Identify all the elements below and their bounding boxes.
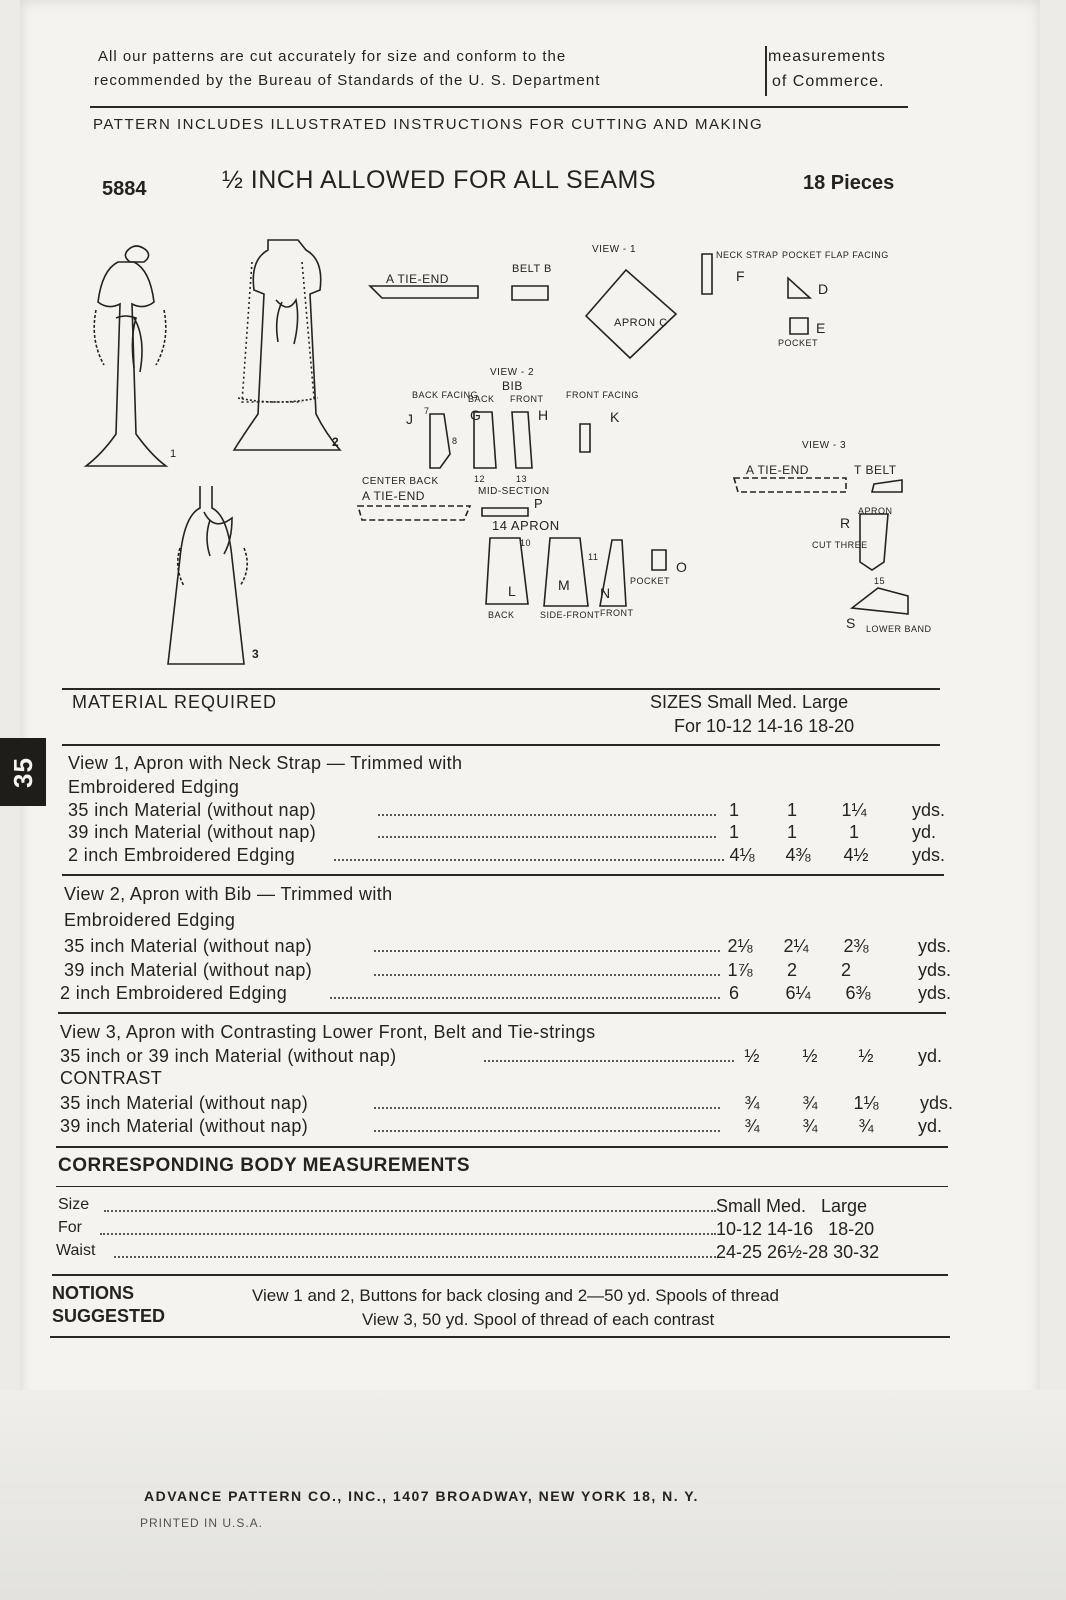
row-label: 2 inch Embroidered Edging [68,845,296,865]
piece-o-pocket [652,550,666,570]
label-front-facing: FRONT FACING [566,390,639,400]
label-back-l: BACK [488,610,515,620]
publisher-address: ADVANCE PATTERN CO., INC., 1407 BROADWAY, NEW YORK 18, N. Y. [144,1488,699,1504]
mark-13: 13 [516,474,528,484]
row-label: 35 inch Material (without nap) [60,1093,309,1113]
label-view1: VIEW - 1 [592,244,637,255]
value-unit: yds. [918,936,952,956]
label-apron-c: APRON C [614,317,668,329]
value-unit: yd. [918,1116,943,1136]
pattern-illustration [0,210,1066,680]
measurement-label: For [58,1219,82,1236]
printed-in: PRINTED IN U.S.A. [140,1516,264,1530]
row-label: 35 inch Material (without nap) [68,800,317,820]
sizes-label: SIZES Small Med. Large [650,692,849,712]
value-med: 1 [786,800,797,820]
seam-allowance: ½ INCH ALLOWED FOR ALL SEAMS [222,166,657,194]
label-f: F [736,268,746,284]
value-large: ½ [858,1046,874,1066]
for-sizes-label: For 10-12 14-16 18-20 [674,716,855,736]
label-j: J [406,411,414,427]
value-large: 2⅜ [843,936,869,956]
label-pocket-e: POCKET [778,338,819,348]
view2-title-2: Embroidered Edging [64,910,236,930]
label-bib: BIB [502,379,523,393]
label-center-back: CENTER BACK [362,476,439,487]
piece-a-tie-end-top [370,286,478,298]
label-cut-three: CUT THREE [812,540,868,550]
label-side-front: SIDE-FRONT [540,610,600,620]
piece-a-tie-end-v3 [734,478,846,492]
value-unit: yds. [912,800,946,820]
label-d: D [818,281,829,297]
leader-dots [484,1060,734,1062]
value-med: 2¼ [783,936,809,956]
value-med: ½ [802,1046,818,1066]
label-front: FRONT [510,394,544,404]
label-belt-b: BELT B [512,263,552,275]
measurement-value: 10-12 14-16 18-20 [716,1219,875,1239]
piece-s-lower-band [852,588,908,614]
label-apron-r: APRON [858,506,893,516]
value-small: 1 [728,800,739,820]
value-large: 6⅜ [845,983,871,1003]
piece-a-tie-end-v2 [358,506,470,520]
row-label: 35 inch Material (without nap) [64,936,313,956]
row-label: 39 inch Material (without nap) [60,1116,309,1136]
measurement-value: Small Med. Large [716,1196,868,1216]
value-unit: yd. [918,1046,943,1066]
view-number-2: 2 [332,435,339,449]
label-g: G [470,407,482,423]
label-neck-strap: NECK STRAP [716,250,779,260]
leader-dots [374,1107,720,1109]
label-a-tie-end: A TIE-END [362,489,425,503]
body-measurements-rule [56,1186,948,1187]
mark-15: 15 [874,576,886,586]
header-line-2: recommended by the Bureau of Standards of the U. S. Department [94,72,601,89]
header-line-2-end: of Commerce. [772,73,885,90]
notions-line-1: View 1 and 2, Buttons for back closing and 2—50 yd. Spools of thread [252,1286,780,1305]
value-unit: yds. [920,1093,954,1113]
value-unit: yds. [918,960,952,980]
mark-12: 12 [474,474,486,484]
leader-dots [104,1210,716,1212]
measurement-label: Size [58,1196,90,1213]
leader-dots [378,814,716,816]
value-small: ¾ [744,1116,760,1136]
material-header-rule [62,744,940,746]
value-small: 4⅛ [729,845,755,865]
value-small: ½ [744,1046,760,1066]
label-s: S [846,615,856,631]
view-number-3: 3 [252,647,259,661]
piece-f-neck-strap [702,254,712,294]
label-view2: VIEW - 2 [490,367,535,378]
pattern-includes: PATTERN INCLUDES ILLUSTRATED INSTRUCTIONS FOR CUTTING AND MAKING [93,116,764,133]
piece-h-bib-front [512,412,532,468]
label-p: P [534,496,544,511]
piece-p-mid-section [482,508,528,516]
view2-title: View 2, Apron with Bib — Trimmed with [64,884,393,904]
leader-dots [100,1233,716,1235]
value-large: 4½ [843,845,869,865]
value-small: ¾ [744,1093,760,1113]
label-r: R [840,515,851,531]
label-t-belt: T BELT [854,463,897,477]
value-large: 1 [848,822,859,842]
view3-figure [168,486,247,664]
notions-line-2: View 3, 50 yd. Spool of thread of each contrast [362,1310,715,1329]
label-apron-14: 14 APRON [492,518,560,533]
view3-rule [56,1146,948,1148]
notions-title-1: NOTIONS [52,1283,135,1303]
value-small: 1⅞ [727,960,753,980]
row-label: 35 inch or 39 inch Material (without nap) [60,1046,397,1066]
label-lower-band: LOWER BAND [866,624,932,634]
row-label: 39 inch Material (without nap) [64,960,313,980]
label-pocket-o: POCKET [630,576,671,586]
size-tab: 35 [0,738,46,806]
mark-8: 8 [452,436,458,446]
pattern-number: 5884 [102,178,147,200]
label-a-tie-end-v3: A TIE-END [746,463,809,477]
label-o: O [676,559,688,575]
piece-d-pocket-flap [788,278,810,298]
value-med: 1 [786,822,797,842]
leader-dots [378,836,716,838]
label-h: H [538,407,549,423]
label-m: M [558,577,571,593]
label-back: BACK [468,394,495,404]
measurements-rule [52,1274,948,1276]
mark-7: 7 [424,406,430,416]
leader-dots [374,974,720,976]
value-unit: yd. [912,822,937,842]
label-pocket-flap-facing: POCKET FLAP FACING [782,250,889,260]
label-a-tie-end-top: A TIE-END [386,272,449,286]
body-measurements-title: CORRESPONDING BODY MEASUREMENTS [58,1155,471,1176]
leader-dots [330,997,720,999]
row-label: 39 inch Material (without nap) [68,822,317,842]
value-small: 6 [728,983,739,1003]
value-med: ¾ [802,1116,818,1136]
mark-11: 11 [588,552,599,562]
measurement-label: Waist [56,1242,96,1259]
header-divider [765,46,767,96]
notions-title-2: SUGGESTED [52,1306,166,1326]
label-mid-section: MID-SECTION [478,486,550,497]
value-large: 1⅛ [853,1093,879,1113]
label-view3: VIEW - 3 [802,440,847,451]
piece-t-belt [872,480,902,492]
header-line-1: All our patterns are cut accurately for size and conform to the [98,48,567,65]
value-small: 2⅛ [727,936,753,956]
label-n: N [600,585,611,601]
header-line-1-end: measurements [768,48,886,65]
label-k: K [610,409,620,425]
label-e: E [816,320,826,336]
row-label: 2 inch Embroidered Edging [60,983,288,1003]
material-top-rule [62,688,940,690]
view1-rule [62,874,944,876]
value-large: 1¼ [841,800,867,820]
view1-title-2: Embroidered Edging [68,777,240,797]
value-unit: yds. [912,845,946,865]
value-small: 1 [728,822,739,842]
notions-rule [50,1336,950,1338]
value-med: 4⅜ [785,845,811,865]
piece-count: 18 Pieces [803,172,895,194]
view2-rule [58,1012,946,1014]
leader-dots [114,1256,716,1258]
piece-b-belt [512,286,548,300]
view2-figure [234,240,340,450]
measurement-value: 24-25 26½-28 30-32 [716,1242,880,1262]
material-required-title: MATERIAL REQUIRED [72,692,278,712]
leader-dots [374,1130,720,1132]
value-unit: yds. [918,983,952,1003]
piece-c-apron [586,270,676,358]
value-med: 6¼ [785,983,811,1003]
label-l: L [508,583,517,599]
value-med: 2 [786,960,797,980]
mark-10: 10 [520,538,532,548]
value-med: ¾ [802,1093,818,1113]
value-large: 2 [840,960,851,980]
leader-dots [334,859,724,861]
piece-j-back-facing [430,414,450,468]
view-number-1: 1 [170,448,177,460]
piece-m-side-front [544,538,588,606]
label-back-facing: BACK FACING [412,390,479,400]
header-rule [90,106,908,108]
view1-figure [86,246,166,466]
piece-e-pocket [790,318,808,334]
label-front-n: FRONT [600,608,634,618]
contrast-label: CONTRAST [60,1068,163,1088]
piece-k-front-facing [580,424,590,452]
view3-title: View 3, Apron with Contrasting Lower Front, Belt and Tie-strings [60,1022,596,1042]
value-large: ¾ [858,1116,874,1136]
view1-title: View 1, Apron with Neck Strap — Trimmed with [68,753,463,773]
leader-dots [374,950,720,952]
